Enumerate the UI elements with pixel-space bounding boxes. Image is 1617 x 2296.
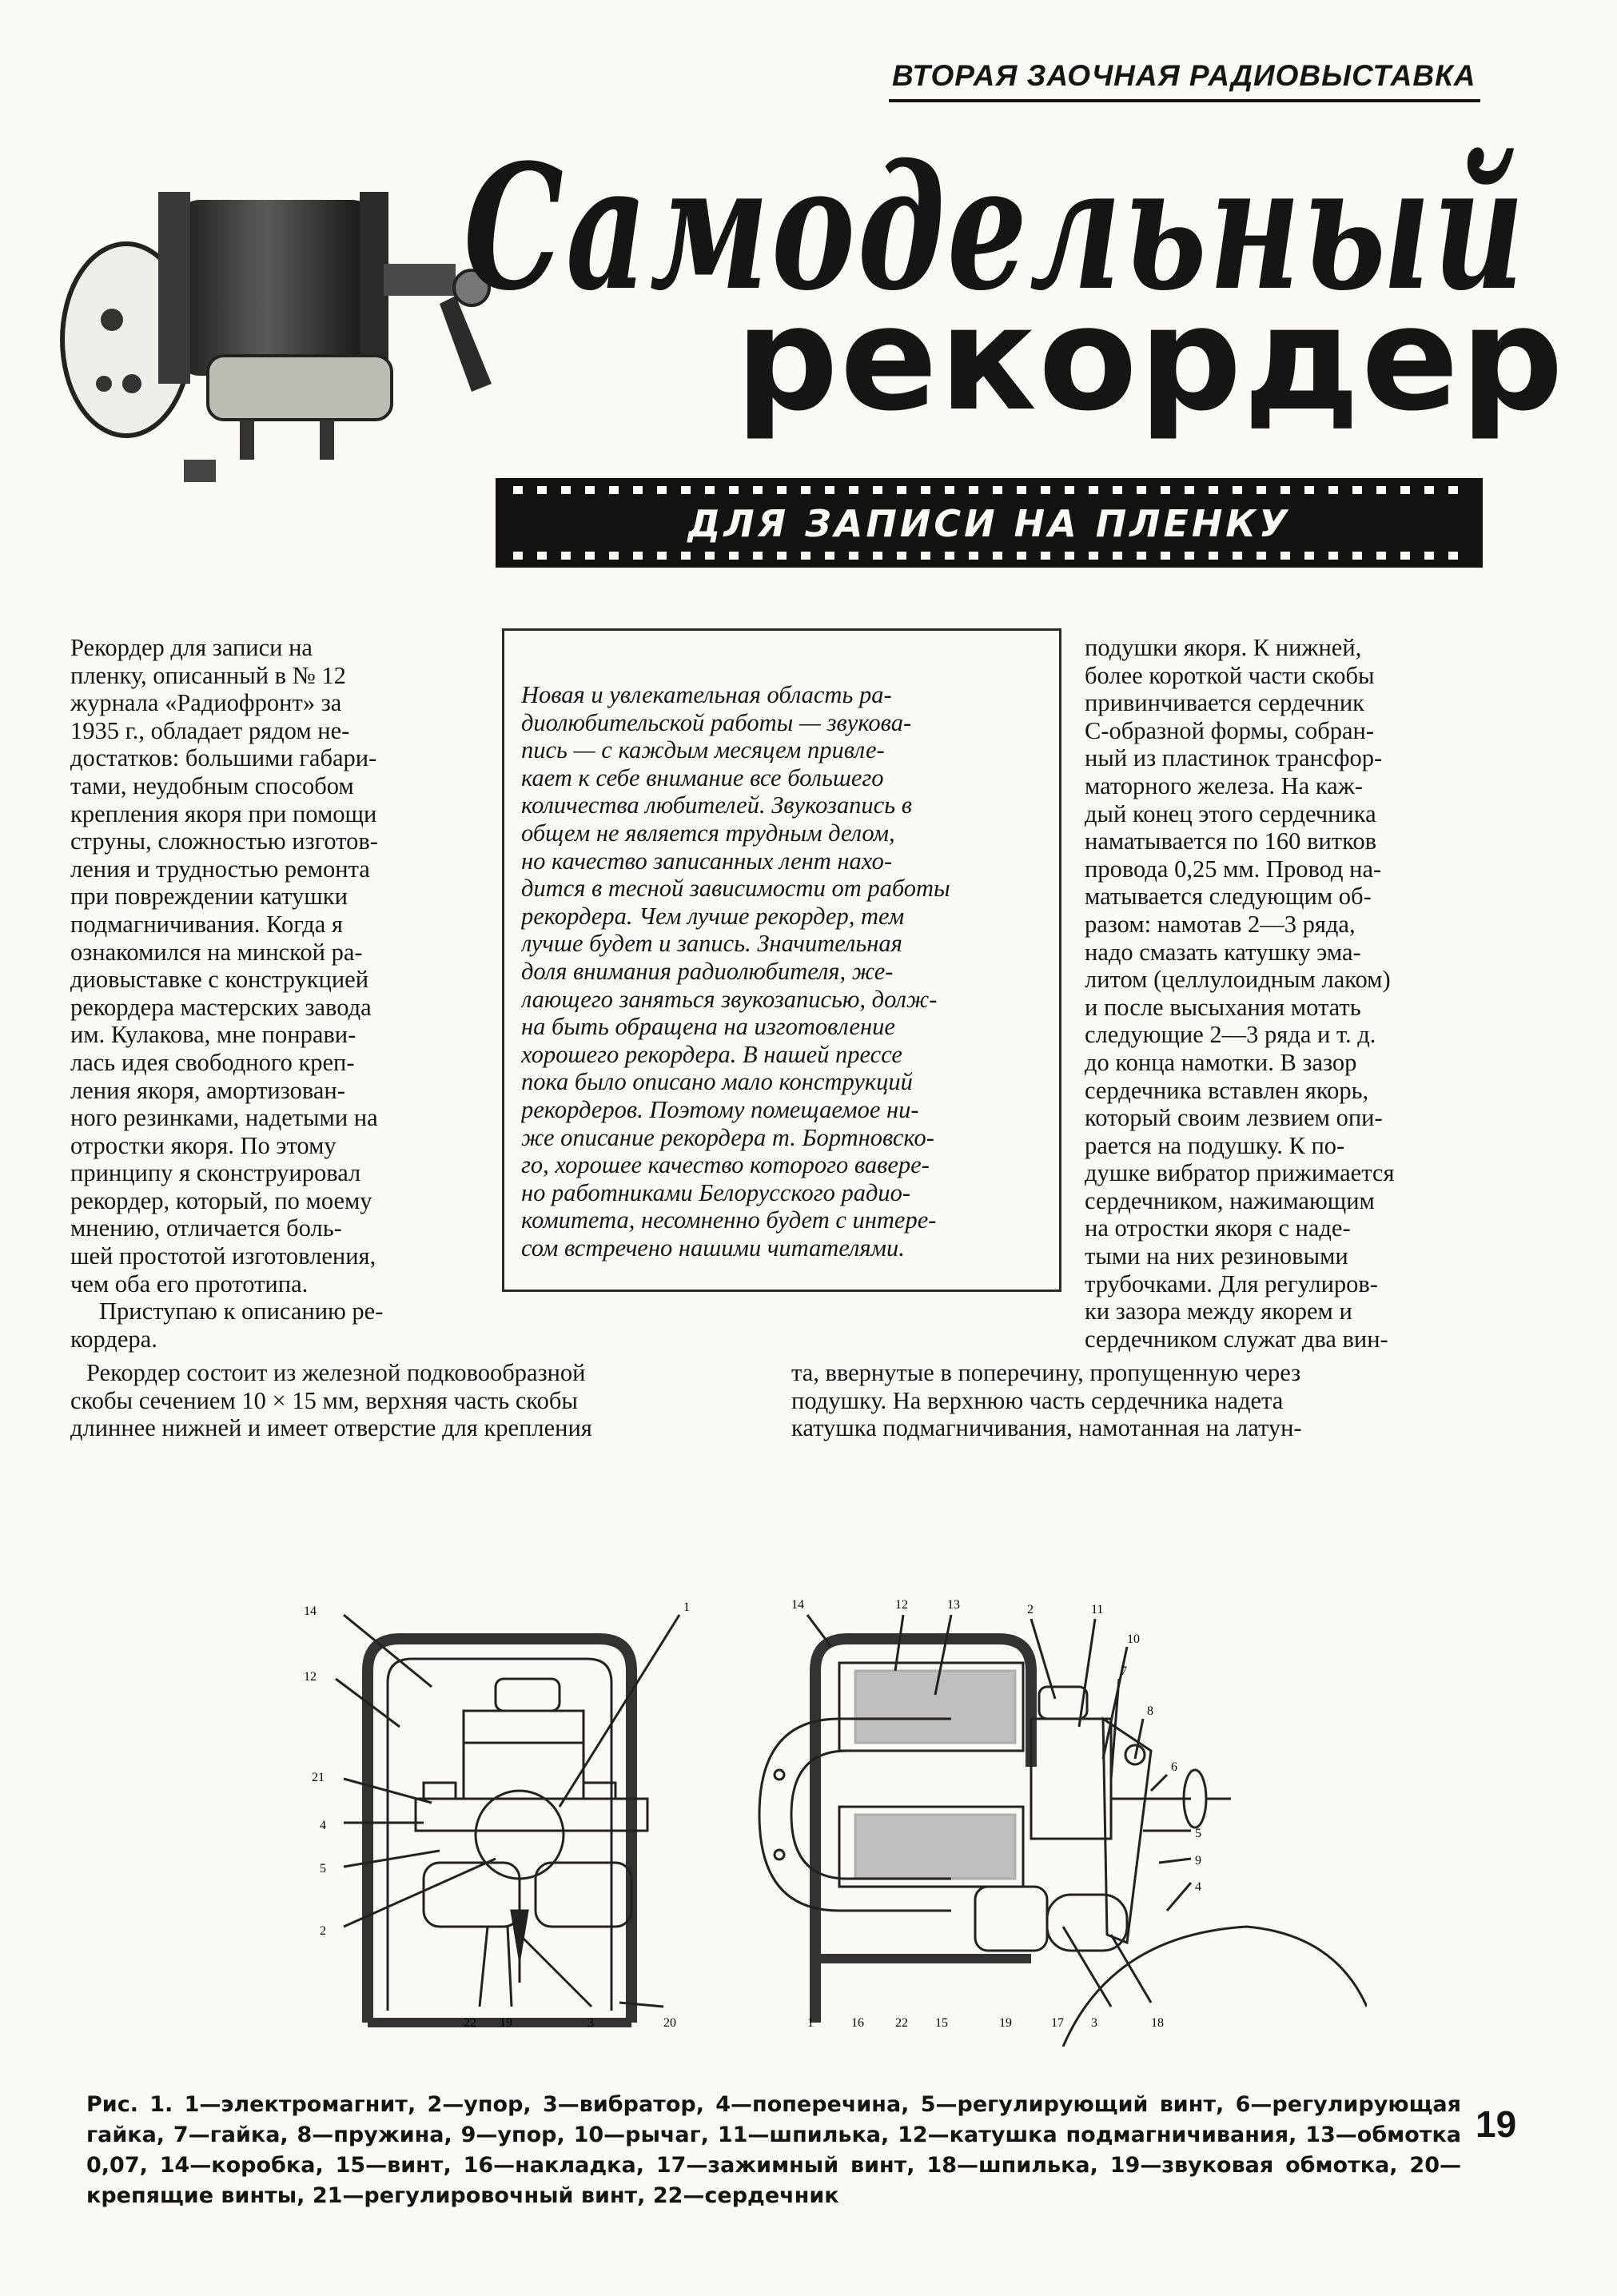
intro-line: же описание рекордера т. Бортновско- [521,1123,934,1151]
text-line: тыми на них резиновыми [1085,1242,1348,1270]
intro-line: кает к себе внимание все большего [521,763,884,791]
article-title: рекордер [735,276,1565,443]
intro-line: доля внимания радиолюбителя, же- [521,957,894,985]
callout-label: 12 [895,1598,908,1612]
section-kicker: ВТОРАЯ ЗАОЧНАЯ РАДИОВЫСТАВКА [892,59,1476,92]
text-line: мнению, отличается боль- [70,1214,342,1242]
callout-label: 19 [999,2016,1012,2030]
recorder-diagram [232,1559,1367,2047]
callout-label: 3 [1091,2016,1097,2030]
text-line: рекордера мастерских завода [70,993,372,1021]
callout-label: 22 [464,2016,476,2030]
callout-label: 4 [320,1819,326,1832]
text-line: трубочками. Для регулиров- [1085,1270,1378,1297]
text-line: ки зазора между якорем и [1085,1297,1352,1325]
recorder-photo [56,144,504,496]
right-column-text [1085,634,1484,1353]
intro-line: диолюбительской работы — звукова- [521,708,912,736]
text-line: до конца намотки. В зазор [1085,1048,1357,1076]
text-line: пленку, описанный в № 12 [70,661,346,689]
text-line: и после высыхания мотать [1085,993,1361,1021]
text-line: Приступаю к описанию ре- [99,1297,384,1325]
text-line: более короткой части скобы [1085,661,1375,689]
text-line: сердечником служат два вин- [1085,1325,1388,1353]
callout-label: 14 [791,1598,804,1612]
callout-label: 8 [1147,1704,1153,1718]
text-line: та, ввернутые в поперечину, пропущенную через [791,1359,1301,1386]
text-line: катушка подмагничивания, намотанная на латун- [791,1414,1302,1442]
intro-line: пись — с каждым месяцем привле- [521,736,885,764]
callout-label: 14 [304,1604,317,1618]
intro-line: на быть обращена на изготовление [521,1013,895,1041]
text-line: надо смазать катушку эма- [1085,938,1361,966]
text-line: подушки якоря. К нижней, [1085,634,1362,661]
intro-line: го, хорошее качество которого вавере- [521,1151,930,1179]
text-line: душке вибратор прижимается [1085,1159,1395,1187]
text-line: кордера. [70,1325,157,1353]
callout-label: 15 [935,2016,948,2030]
text-line: который своим лезвием опи- [1085,1104,1383,1132]
callout-label: 13 [947,1598,960,1612]
callout-label: 12 [304,1670,317,1684]
text-line: матывается следующим об- [1085,883,1372,911]
intro-line: сом встречено нашими читателями. [521,1234,905,1262]
title-script: Самодельный [464,126,1527,329]
text-line: ного резинками, надетыми на [70,1104,378,1132]
text-line: рекордер, который, по моему [70,1186,372,1214]
text-line: достатков: большими габари- [70,744,377,772]
intro-line: лучше будет и запись. Значительная [521,930,902,958]
page-number: 19 [1476,2103,1517,2145]
text-line: шей простотой изготовления, [70,1242,376,1270]
text-line: провода 0,25 мм. Провод на- [1085,855,1382,883]
text-line: ления и трудностью ремонта [70,855,370,883]
text-line: С-образной формы, собран- [1085,716,1375,744]
intro-line: лающего заняться звукозаписью, долж- [521,985,938,1013]
callout-label: 18 [1151,2016,1164,2030]
callout-label: 9 [1195,1854,1201,1867]
callout-label: 17 [1051,2016,1064,2030]
intro-line: рекордера. Чем лучше рекордер, тем [521,902,905,930]
intro-line: Новая и увлекательная область ра- [521,681,892,708]
callout-label: 3 [587,2016,594,2030]
text-line: тами, неудобным способом [70,771,354,799]
text-line: крепления якоря при помощи [70,799,377,827]
intro-line: общем не является трудным делом, [521,819,895,847]
subtitle-banner [496,478,1483,568]
text-line: подмагничивания. Когда я [70,910,343,938]
text-line: подушку. На верхнюю часть сердечника надета [791,1386,1284,1414]
left-column-text [70,634,488,1353]
intro-line: пока было описано мало конструкций [521,1068,913,1096]
text-line: Рекордер состоит из железной подковообразной [86,1359,586,1386]
text-line: 1935 г., обладает рядом не- [70,716,350,744]
callout-label: 6 [1171,1760,1177,1774]
text-line: длиннее нижней и имеет отверстие для крепления [70,1414,592,1442]
text-line: сердечника вставлен якорь, [1085,1076,1369,1104]
intro-line: количества любителей. Звукозапись в [521,791,912,819]
text-line: рается на подушку. К по- [1085,1131,1345,1159]
text-line: ления якоря, амортизован- [70,1076,345,1104]
callout-label: 11 [1091,1603,1104,1616]
callout-label: 5 [1195,1827,1201,1840]
callout-label: 19 [500,2016,512,2030]
callout-label: 16 [851,2016,864,2030]
editorial-intro-text [521,681,1041,1262]
kicker-underline [889,99,1480,102]
intro-line: рекордеров. Поэтому помещаемое ни- [521,1095,919,1123]
callout-label: 10 [1127,1632,1140,1646]
bottom-right-text [791,1359,1480,1442]
intro-line: дится в тесной зависимости от работы [521,875,950,903]
text-line: маторного железа. На каж- [1085,771,1363,799]
intro-line: комитета, несомненно будет с интере- [521,1206,937,1234]
text-line: ознакомился на минской ра- [70,938,363,966]
text-line: отростки якоря. По этому [70,1131,337,1159]
text-line: литом (целлулоидным лаком) [1085,966,1391,994]
callout-label: 1 [807,2016,814,2030]
figure-caption: Рис. 1. 1—электромагнит, 2—упор, 3—вибратор, 4—поперечина, 5—регулирующий винт, 6—регулирующая гайка, 7—гайка, 8—пружина, 9—упор, 10—рычаг, 11—шпилька, 12—катушка подмагничивания, 13—обмотка 0,07, 14—коробка, 15—винт, 16—накладка, 17—зажимный винт, 18—шпилька, 19—звуковая обмотка, 20—крепящие винты, 21—регулировочный винт, 22—сердечник [86,2092,1461,2208]
callout-label: 21 [312,1771,325,1784]
intro-line: но работниками Белорусского радио- [521,1178,911,1206]
text-line: чем оба его прототипа. [70,1270,309,1297]
text-line: на отростки якоря с наде- [1085,1214,1351,1242]
callout-label: 4 [1195,1880,1201,1894]
callout-label: 7 [1121,1664,1127,1678]
text-line: лась идея свободного креп- [70,1048,355,1076]
text-line: скобы сечением 10 × 15 мм, верхняя часть скобы [70,1386,578,1414]
callout-label: 2 [1027,1603,1034,1616]
text-line: разом: намотав 2—3 ряда, [1085,910,1356,938]
text-line: наматывается по 160 витков [1085,827,1377,855]
text-line: следующие 2—3 ряда и т. д. [1085,1021,1376,1049]
text-line: сердечником, нажимающим [1085,1186,1375,1214]
text-line: им. Кулакова, мне понрави- [70,1021,356,1049]
text-line: струны, сложностью изготов- [70,827,378,855]
callout-label: 5 [320,1862,326,1875]
article-subtitle: ДЛЯ ЗАПИСИ НА ПЛЕНКУ [687,502,1291,545]
text-line: журнала «Радиофронт» за [70,689,342,717]
bottom-left-text [70,1359,750,1442]
text-line: диовыставке с конструкцией [70,966,369,994]
text-line: привинчивается сердечник [1085,689,1364,717]
text-line: ный из пластинок трансфор- [1085,744,1383,772]
text-line: Рекордер для записи на [70,634,313,661]
callout-label: 1 [683,1600,690,1614]
text-line: принципу я сконструировал [70,1159,361,1187]
intro-line: но качество записанных лент нахо- [521,847,892,875]
callout-label: 22 [895,2016,908,2030]
callout-label: 20 [663,2016,676,2030]
callout-label: 2 [320,1924,326,1938]
text-line: при повреждении катушки [70,883,348,911]
intro-line: хорошего рекордера. В нашей прессе [521,1040,902,1068]
text-line: дый конец этого сердечника [1085,799,1376,827]
